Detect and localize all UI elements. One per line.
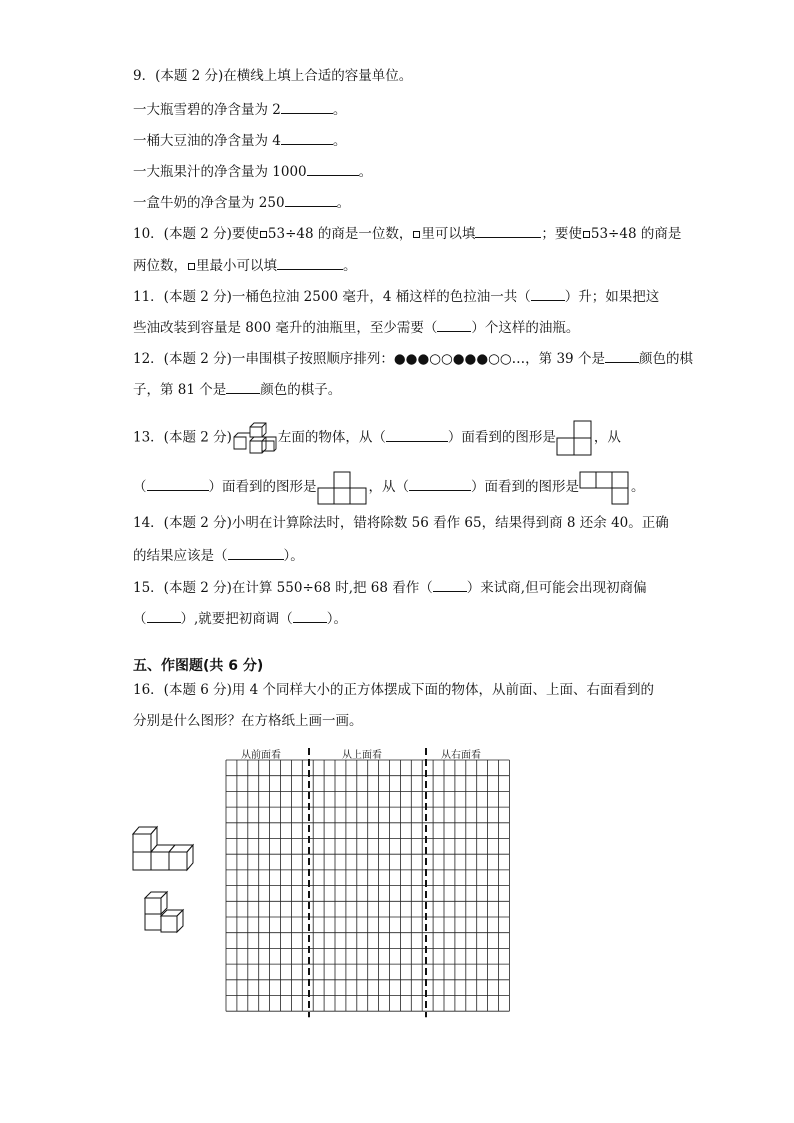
q14-line2: 的结果应该是（ ）。 xyxy=(133,545,304,565)
q13-line2: （ ）面看到的图形是 ，从（ ）面看到的图形是 。 xyxy=(133,470,645,505)
q10-line2: 两位数， 里最小可以填 。 xyxy=(133,255,357,275)
answer-blank[interactable] xyxy=(386,427,448,442)
answer-blank[interactable] xyxy=(228,545,284,560)
cube-figure-stack-icon xyxy=(141,890,193,940)
section-heading: 五、作图题(共 6 分) xyxy=(133,658,264,674)
q15-line1: 15．(本题 2 分)在计算 550÷68 时,把 68 看作（ ）来试商,但可能会出现初商偏 xyxy=(133,577,647,597)
q12-line2: 子，第 81 个是 颜色的棋子。 xyxy=(133,379,341,399)
q12-line1: 12．(本题 2 分)一串围棋子按照顺序排列：●●●○○●●●○○…，第 39 个是 颜色的棋 xyxy=(133,348,693,368)
answer-blank[interactable] xyxy=(409,476,471,491)
q11-line1: 11．(本题 2 分)一桶色拉油 2500 毫升，4 桶这样的色拉油一共（ ）升；如果把这 xyxy=(133,286,659,306)
q13-line1: 13．(本题 2 分) 左面的物体，从（ ）面看到的图形是 ，从 xyxy=(133,420,621,456)
view-shape-b-icon xyxy=(317,471,369,505)
q9-item-a: 一大瓶雪碧的净含量为 2 。 xyxy=(133,99,346,119)
grid-label-top: 从上面看 xyxy=(342,750,382,761)
small-box-icon xyxy=(413,231,420,238)
answer-blank[interactable] xyxy=(531,286,565,301)
small-box-icon xyxy=(188,263,195,270)
q9-title: 9．(本题 2 分)在横线上填上合适的容量单位。 xyxy=(133,68,413,84)
answer-blank[interactable] xyxy=(147,608,181,623)
q15-line2: （ ）,就要把初商调（ ）。 xyxy=(133,608,347,628)
answer-blank[interactable] xyxy=(605,348,639,363)
q9-item-d: 一盒牛奶的净含量为 250 。 xyxy=(133,192,350,212)
cube-object-icon xyxy=(232,421,278,455)
cube-figure-front-icon xyxy=(131,824,199,872)
q16-line2: 分别是什么图形？在方格纸上画一画。 xyxy=(133,713,363,729)
view-shape-c-icon xyxy=(579,471,631,505)
answer-blank[interactable] xyxy=(307,161,359,176)
q10-line1: 10．(本题 2 分)要使 53÷48 的商是一位数， 里可以填 ；要使 53÷48 的商是 xyxy=(133,223,681,243)
q16-line1: 16．(本题 6 分)用 4 个同样大小的正方体摆成下面的物体，从前面、上面、右面看到的 xyxy=(133,682,655,698)
answer-blank[interactable] xyxy=(147,476,209,491)
grid-paper[interactable] xyxy=(226,760,511,1016)
answer-blank[interactable] xyxy=(437,317,471,332)
q11-line2: 些油改装到容量是 800 毫升的油瓶里，至少需要（ ）个这样的油瓶。 xyxy=(133,317,579,337)
answer-blank[interactable] xyxy=(281,130,333,145)
q14-line1: 14．(本题 2 分)小明在计算除法时，错将除数 56 看作 65，结果得到商 8 还余 40。正确 xyxy=(133,515,669,531)
small-box-icon xyxy=(583,231,590,238)
answer-blank[interactable] xyxy=(281,99,333,114)
answer-blank[interactable] xyxy=(277,255,343,270)
answer-blank[interactable] xyxy=(475,223,541,238)
answer-blank[interactable] xyxy=(293,608,327,623)
grid-label-front: 从前面看 xyxy=(241,750,281,761)
grid-label-right: 从右面看 xyxy=(441,750,481,761)
answer-blank[interactable] xyxy=(433,577,467,592)
small-box-icon xyxy=(260,231,267,238)
q9-item-c: 一大瓶果汁的净含量为 1000 。 xyxy=(133,161,372,181)
view-shape-a-icon xyxy=(556,420,594,456)
answer-blank[interactable] xyxy=(226,379,260,394)
answer-blank[interactable] xyxy=(285,192,337,207)
q9-item-b: 一桶大豆油的净含量为 4 。 xyxy=(133,130,346,150)
